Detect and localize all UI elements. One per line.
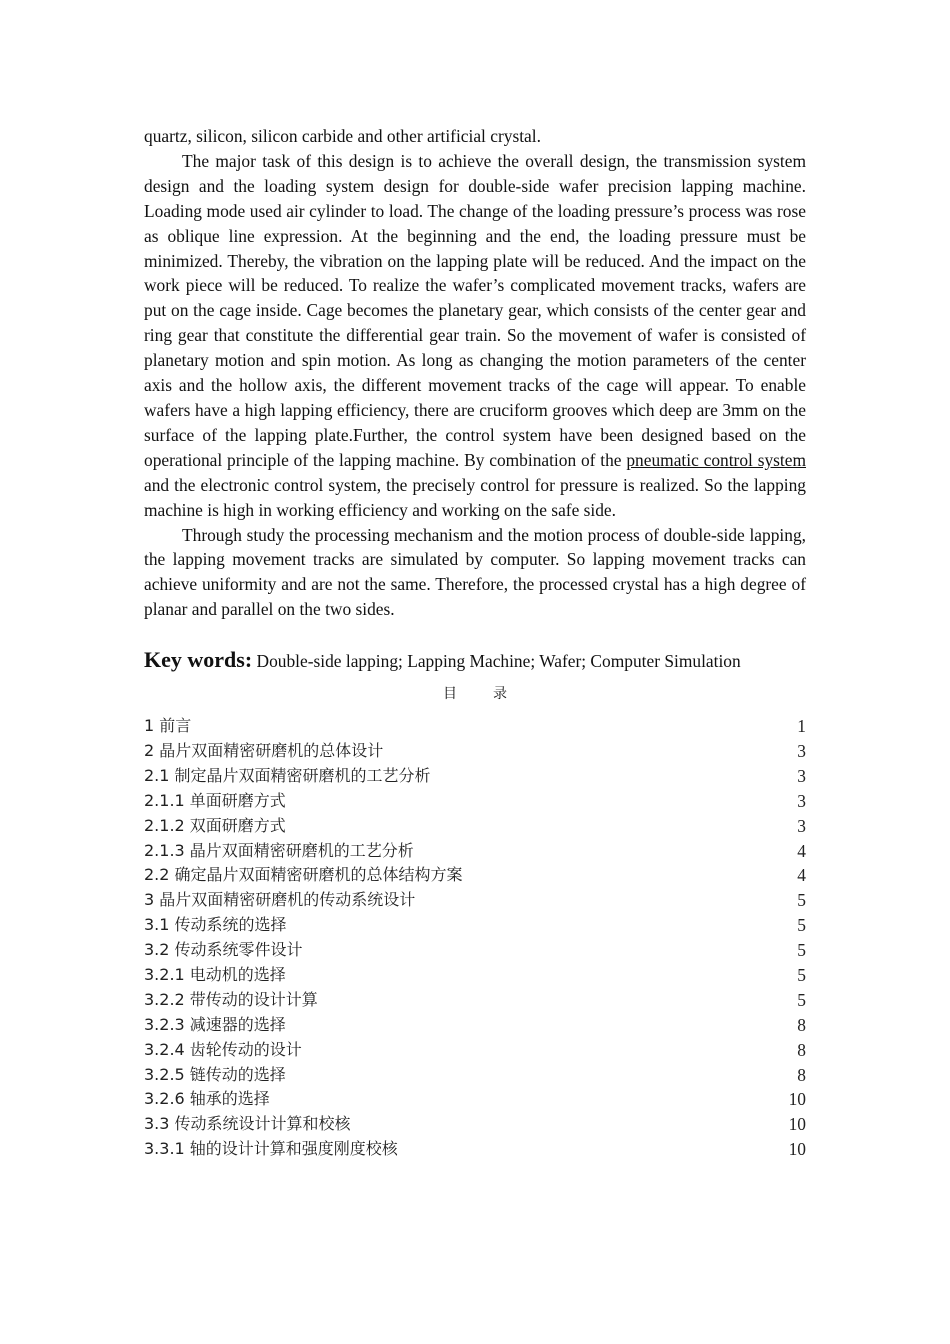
toc-entry-page: 5 [797, 915, 806, 936]
toc-entry-page: 4 [797, 865, 806, 886]
toc-entry-label: 2.1.1 单面研磨方式 [144, 790, 286, 810]
toc-title-char: 目 [443, 686, 457, 703]
toc-entry[interactable] [144, 888, 806, 913]
toc-entry[interactable] [144, 1112, 806, 1137]
toc-entry-page: 8 [797, 1014, 806, 1035]
toc-entry-label: 3 晶片双面精密研磨机的传动系统设计 [144, 890, 416, 910]
toc-entry-page: 3 [797, 765, 806, 786]
toc-entry[interactable] [144, 938, 806, 963]
toc-entry-page: 5 [797, 965, 806, 986]
toc-entry-label: 3.1 传动系统的选择 [144, 915, 287, 935]
toc-entry-label: 2 晶片双面精密研磨机的总体设计 [144, 741, 384, 761]
toc-entry[interactable] [144, 1013, 806, 1038]
toc-entry-label: 3.2.6 轴承的选择 [144, 1089, 270, 1109]
toc-entry-label: 3.3.1 轴的设计计算和强度刚度校核 [144, 1139, 398, 1159]
toc-entry[interactable] [144, 1087, 806, 1112]
toc-entry-page: 3 [797, 741, 806, 762]
toc-entry[interactable] [144, 963, 806, 988]
toc-entry[interactable] [144, 913, 806, 938]
toc-entry[interactable] [144, 863, 806, 888]
underlined-term: pneumatic control system [626, 449, 807, 470]
toc-entry-label: 2.1.3 晶片双面精密研磨机的工艺分析 [144, 840, 414, 860]
toc-entry-label: 3.2.1 电动机的选择 [144, 965, 286, 985]
toc-entry-label: 3.2.3 减速器的选择 [144, 1014, 286, 1034]
toc-entry[interactable] [144, 814, 806, 839]
toc-entry[interactable] [144, 1137, 806, 1162]
toc-entry-page: 10 [788, 1114, 806, 1135]
keywords-line [144, 647, 806, 674]
paragraph-text: Through study the processing mechanism and the motion process of double-side lapping, the lapping movement tracks are simulated by computer. So lapping movement tracks can achieve uniformity and are not the same. Therefore, the processed crystal has a high degree of planar and parallel on the two sides. [144, 524, 806, 620]
toc-title-char: 录 [493, 686, 507, 703]
abstract-paragraph-1 [144, 124, 806, 149]
toc-entry-page: 10 [788, 1139, 806, 1160]
toc-entry-page: 5 [797, 890, 806, 911]
abstract-paragraph-3 [144, 523, 806, 623]
toc-entry-page: 10 [788, 1089, 806, 1110]
toc-entry-page: 8 [797, 1039, 806, 1060]
toc-entry-page: 8 [797, 1064, 806, 1085]
toc-entry-label: 2.1.2 双面研磨方式 [144, 815, 286, 835]
paragraph-text: and the electronic control system, the precisely control for pressure is realized. So the lapping machine is high in working efficiency and working on the safe side. [144, 474, 806, 520]
toc-entry[interactable] [144, 1038, 806, 1063]
toc-entry[interactable] [144, 789, 806, 814]
toc-entry[interactable] [144, 714, 806, 739]
paragraph-text: The major task of this design is to achieve the overall design, the transmission system design and the loading system design for double-side wafer precision lapping machine. Loading mode used air cylinder to load. The change of the loading pressure’s process was rose as oblique line expression. At the beginning and the end, the loading pressure must be minimized. Thereby, the vibration on the lapping plate will be reduced. And the impact on the work piece will be reduced. To realize the wafer’s complicated movement tracks, wafers are put on the cage inside. Cage becomes the planetary gear, which consists of the center gear and ring gear that constitute the differential gear train. So the movement of wafer is consisted of planetary motion and spin motion. As long as changing the motion parameters of the center axis and the hollow axis, the different movement tracks of the cage will appear. To enable wafers have a high lapping efficiency, there are cruciform grooves which deep are 3mm on the surface of the lapping plate.Further, the control system have been designed based on the operational principle of the lapping machine. By combination of the [144, 150, 806, 470]
toc-entry-label: 3.2.2 带传动的设计计算 [144, 989, 318, 1009]
toc-entry[interactable] [144, 988, 806, 1013]
toc-entry-label: 3.3 传动系统设计计算和校核 [144, 1114, 351, 1134]
toc-entry-page: 1 [797, 716, 806, 737]
toc-entry-label: 2.1 制定晶片双面精密研磨机的工艺分析 [144, 765, 431, 785]
toc-entry-label: 3.2 传动系统零件设计 [144, 940, 303, 960]
keywords-value: Double-side lapping; Lapping Machine; Wafer; Computer Simulation [256, 651, 741, 672]
toc-entry-page: 3 [797, 790, 806, 811]
toc-entry-page: 3 [797, 815, 806, 836]
toc-entry[interactable] [144, 739, 806, 764]
toc-entry-label: 1 前言 [144, 716, 192, 736]
paragraph-text: quartz, silicon, silicon carbide and other artificial crystal. [144, 126, 541, 146]
toc-entry-page: 5 [797, 940, 806, 961]
abstract-paragraph-2 [144, 149, 806, 523]
keywords-label: Key words: [144, 647, 253, 673]
toc-entry[interactable] [144, 764, 806, 789]
toc-entry[interactable] [144, 839, 806, 864]
toc-entry-page: 4 [797, 840, 806, 861]
toc-entry-label: 3.2.4 齿轮传动的设计 [144, 1039, 302, 1059]
toc-entry-label: 2.2 确定晶片双面精密研磨机的总体结构方案 [144, 865, 463, 885]
toc-entry[interactable] [144, 1063, 806, 1088]
document-page [144, 124, 806, 1162]
toc-entry-label: 3.2.5 链传动的选择 [144, 1064, 286, 1084]
table-of-contents [144, 714, 806, 1162]
abstract-body [144, 124, 806, 622]
toc-entry-page: 5 [797, 989, 806, 1010]
toc-title [144, 682, 806, 706]
